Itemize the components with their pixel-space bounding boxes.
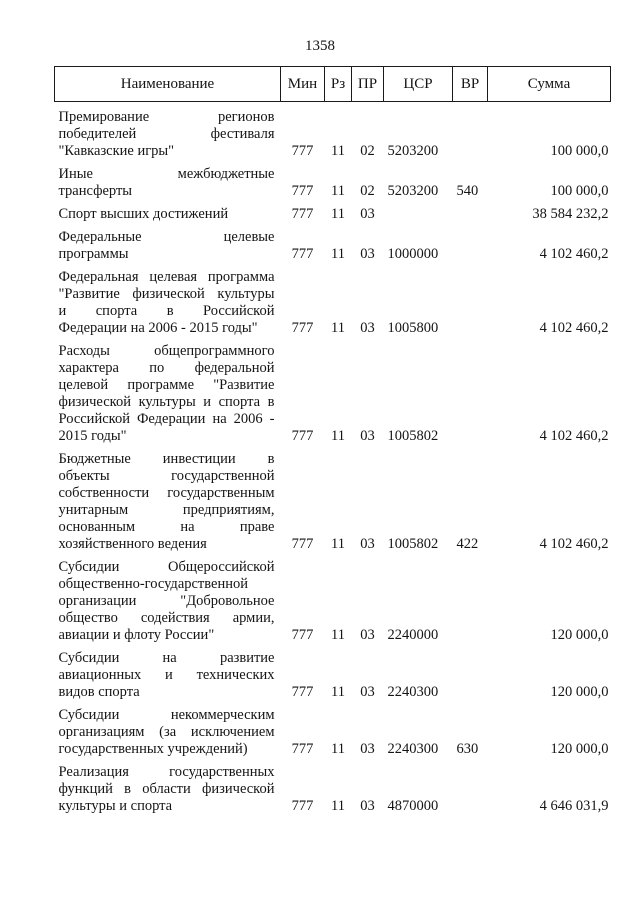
row-vr bbox=[453, 646, 488, 703]
table-row bbox=[55, 265, 611, 339]
row-rz: 11 bbox=[331, 143, 345, 159]
row-name-line: победителей фестиваля bbox=[58, 126, 275, 142]
row-rz: 11 bbox=[331, 741, 345, 757]
row-name bbox=[55, 703, 281, 760]
row-pr: 03 bbox=[360, 428, 375, 444]
row-name-line: авиационных и технических bbox=[58, 667, 275, 683]
header-min: Мин bbox=[281, 67, 325, 102]
row-rz: 11 bbox=[331, 320, 345, 336]
row-name-line: Иные межбюджетные bbox=[58, 166, 275, 182]
header-name: Наименование bbox=[55, 67, 281, 102]
header-rz: Рз bbox=[325, 67, 352, 102]
row-pr: 03 bbox=[360, 684, 375, 700]
row-name-line: собственности государственным bbox=[58, 485, 275, 501]
table-row bbox=[55, 102, 611, 163]
row-min: 777 bbox=[291, 143, 314, 159]
row-csr: 5203200 bbox=[387, 183, 439, 199]
row-name-line: Премирование регионов bbox=[58, 109, 275, 125]
row-sum: 4 102 460,2 bbox=[539, 428, 609, 444]
row-name-line: Реализация государственных bbox=[58, 764, 275, 780]
row-name-line: общественно-государственной bbox=[58, 576, 248, 592]
row-min: 777 bbox=[291, 183, 314, 199]
row-csr: 2240000 bbox=[387, 627, 439, 643]
row-csr: 2240300 bbox=[387, 741, 439, 757]
row-name-line: основанным на праве bbox=[58, 519, 275, 535]
row-vr bbox=[453, 339, 488, 447]
row-vr bbox=[453, 265, 488, 339]
header-sum: Сумма bbox=[488, 67, 611, 102]
row-name-line: программы bbox=[58, 246, 129, 262]
row-name-line: унитарным предприятиям, bbox=[58, 502, 275, 518]
row-min: 777 bbox=[291, 741, 314, 757]
row-pr: 02 bbox=[360, 183, 375, 199]
row-vr bbox=[453, 225, 488, 265]
header-csr: ЦСР bbox=[384, 67, 453, 102]
table-header-row bbox=[55, 67, 611, 102]
row-name-line: 2015 годы" bbox=[58, 428, 127, 444]
row-rz: 11 bbox=[331, 536, 345, 552]
row-name-line: общество содействия армии, bbox=[58, 610, 275, 626]
row-rz: 11 bbox=[331, 627, 345, 643]
row-sum: 120 000,0 bbox=[550, 627, 609, 643]
row-min: 777 bbox=[291, 206, 314, 222]
row-name-line: Спорт высших достижений bbox=[58, 206, 229, 222]
row-min: 777 bbox=[291, 320, 314, 336]
row-name-line: Федеральная целевая программа bbox=[58, 269, 275, 285]
row-pr: 03 bbox=[360, 206, 375, 222]
row-vr bbox=[453, 760, 488, 817]
row-name-line: трансферты bbox=[58, 183, 133, 199]
table-row bbox=[55, 447, 611, 555]
row-min: 777 bbox=[291, 684, 314, 700]
row-vr: 422 bbox=[456, 536, 479, 552]
row-pr: 03 bbox=[360, 536, 375, 552]
row-name-line: характера по федеральной bbox=[58, 360, 275, 376]
row-name bbox=[55, 102, 281, 163]
table-row bbox=[55, 760, 611, 817]
row-rz: 11 bbox=[331, 206, 345, 222]
row-pr: 02 bbox=[360, 143, 375, 159]
row-vr: 540 bbox=[456, 183, 479, 199]
row-csr: 2240300 bbox=[387, 684, 439, 700]
row-name-line: целевой программе "Развитие bbox=[58, 377, 275, 393]
row-pr: 03 bbox=[360, 627, 375, 643]
row-csr: 1005802 bbox=[387, 428, 439, 444]
row-name bbox=[55, 646, 281, 703]
row-name bbox=[55, 162, 281, 202]
row-csr: 1000000 bbox=[387, 246, 439, 262]
row-name bbox=[55, 265, 281, 339]
table-row bbox=[55, 202, 611, 225]
row-rz: 11 bbox=[331, 684, 345, 700]
row-name bbox=[55, 225, 281, 265]
row-name-line: культуры и спорта bbox=[58, 798, 173, 814]
table-row bbox=[55, 703, 611, 760]
row-name-line: физической культуры и спорта в bbox=[58, 394, 275, 410]
row-min: 777 bbox=[291, 627, 314, 643]
row-name-line: Субсидии Общероссийской bbox=[58, 559, 275, 575]
table-row bbox=[55, 555, 611, 646]
table-row bbox=[55, 225, 611, 265]
row-pr: 03 bbox=[360, 798, 375, 814]
page-number: 1358 bbox=[305, 38, 335, 54]
row-csr: 1005802 bbox=[387, 536, 439, 552]
row-name-line: Федерации на 2006 - 2015 годы" bbox=[58, 320, 258, 336]
row-name-line: Федеральные целевые bbox=[58, 229, 275, 245]
row-name-line: Субсидии некоммерческим bbox=[58, 707, 275, 723]
row-vr: 630 bbox=[456, 741, 479, 757]
row-name-line: Субсидии на развитие bbox=[58, 650, 275, 666]
table-body bbox=[55, 102, 611, 818]
row-csr: 1005800 bbox=[387, 320, 439, 336]
row-rz: 11 bbox=[331, 183, 345, 199]
row-name-line: государственных учреждений) bbox=[58, 741, 248, 757]
row-name-line: Бюджетные инвестиции в bbox=[58, 451, 275, 467]
header-pr: ПР bbox=[352, 67, 384, 102]
table-row bbox=[55, 646, 611, 703]
budget-table bbox=[54, 66, 611, 817]
row-csr: 4870000 bbox=[387, 798, 439, 814]
row-name-line: объекты государственной bbox=[58, 468, 275, 484]
row-sum: 4 102 460,2 bbox=[539, 246, 609, 262]
row-csr: 5203200 bbox=[387, 143, 439, 159]
row-sum: 4 102 460,2 bbox=[539, 536, 609, 552]
row-name-line: Расходы общепрограммного bbox=[58, 343, 275, 359]
row-pr: 03 bbox=[360, 320, 375, 336]
row-name-line: и спорта в Российской bbox=[58, 303, 275, 319]
row-min: 777 bbox=[291, 246, 314, 262]
row-name-line: Российской Федерации на 2006 - bbox=[58, 411, 275, 427]
row-min: 777 bbox=[291, 428, 314, 444]
row-name-line: организации "Добровольное bbox=[58, 593, 275, 609]
row-pr: 03 bbox=[360, 741, 375, 757]
row-name-line: видов спорта bbox=[58, 684, 140, 700]
row-name bbox=[55, 760, 281, 817]
row-min: 777 bbox=[291, 798, 314, 814]
row-name-line: функций в области физической bbox=[58, 781, 275, 797]
table-row bbox=[55, 339, 611, 447]
row-name-line: "Развитие физической культуры bbox=[58, 286, 275, 302]
row-csr bbox=[384, 202, 453, 225]
row-vr bbox=[453, 555, 488, 646]
row-min: 777 bbox=[291, 536, 314, 552]
row-name-line: "Кавказские игры" bbox=[58, 143, 175, 159]
row-name-line: хозяйственного ведения bbox=[58, 536, 207, 552]
header-vr: ВР bbox=[453, 67, 488, 102]
row-sum: 120 000,0 bbox=[550, 741, 609, 757]
row-name bbox=[55, 339, 281, 447]
row-sum: 120 000,0 bbox=[550, 684, 609, 700]
row-name bbox=[55, 555, 281, 646]
row-name-line: авиации и флоту России" bbox=[58, 627, 215, 643]
row-sum: 100 000,0 bbox=[550, 183, 609, 199]
row-vr bbox=[453, 102, 488, 163]
row-vr bbox=[453, 202, 488, 225]
row-name-line: организациям (за исключением bbox=[58, 724, 275, 740]
row-name bbox=[55, 202, 281, 225]
row-sum: 38 584 232,2 bbox=[532, 206, 609, 222]
row-pr: 03 bbox=[360, 246, 375, 262]
row-sum: 4 646 031,9 bbox=[539, 798, 609, 814]
row-rz: 11 bbox=[331, 246, 345, 262]
row-sum: 4 102 460,2 bbox=[539, 320, 609, 336]
table-row bbox=[55, 162, 611, 202]
row-rz: 11 bbox=[331, 428, 345, 444]
row-sum: 100 000,0 bbox=[550, 143, 609, 159]
row-name bbox=[55, 447, 281, 555]
row-rz: 11 bbox=[331, 798, 345, 814]
